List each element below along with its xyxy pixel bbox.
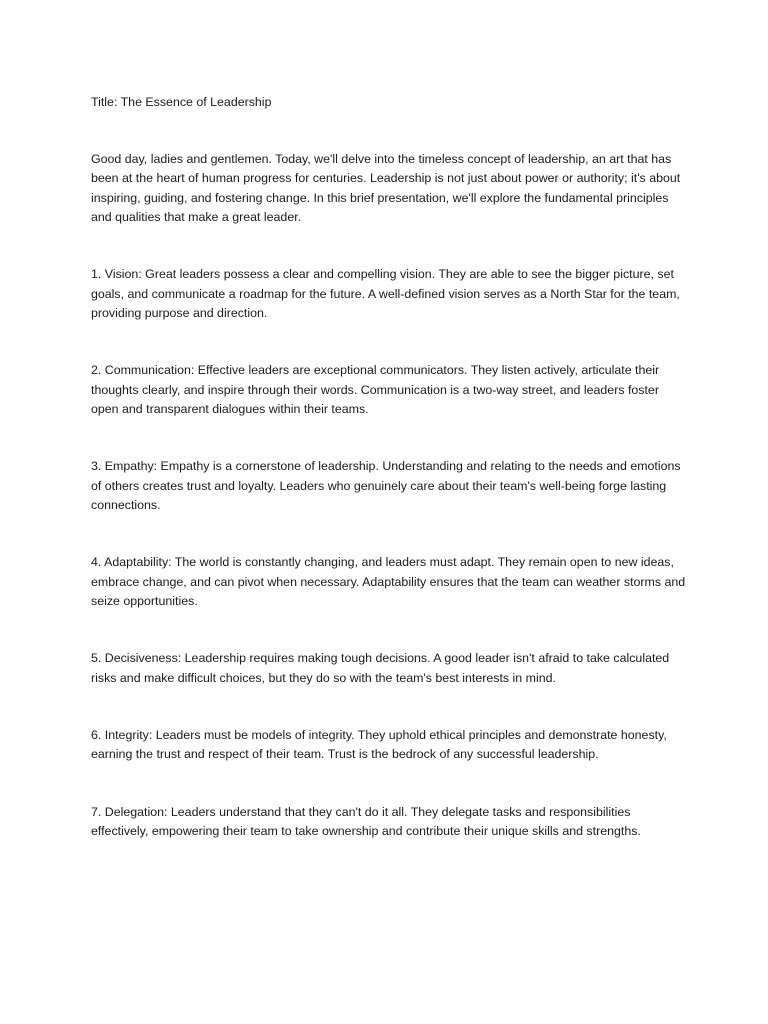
paragraph-empathy: 3. Empathy: Empathy is a cornerstone of leadership. Understanding and relating to the needs and emotions of others creates trust and loyalty. Leaders who genuinely care about their team's well-being forge lasting connections. [91,459,681,512]
paragraph-vision: 1. Vision: Great leaders possess a clear and compelling vision. They are able to see the bigger picture, set goals, and communicate a roadmap for the future. A well-defined vision serves as a North Star for the team, providing purpose and direction. [91,267,680,320]
document-title: Title: The Essence of Leadership [91,95,272,109]
paragraph-delegation: 7. Delegation: Leaders understand that they can't do it all. They delegate tasks and responsibilities effectively, empowering their team to take ownership and contribute their unique skills and strengths. [91,805,641,839]
paragraph-decisiveness: 5. Decisiveness: Leadership requires making tough decisions. A good leader isn't afraid to take calculated risks and make difficult choices, but they do so with the team's best interests in mind. [91,651,670,685]
paragraph-adaptability: 4. Adaptability: The world is constantly changing, and leaders must adapt. They remain open to new ideas, embrace change, and can pivot when necessary. Adaptability ensures that the team can weather storms and seize opportunities. [91,555,686,608]
intro-paragraph: Good day, ladies and gentlemen. Today, we'll delve into the timeless concept of leadership, an art that has been at the heart of human progress for centuries. Leadership is not just about power or authority; it's about inspiring, guiding, and fostering change. In this brief presentation, we'll explore the fundamental principles and qualities that make a great leader. [91,152,681,224]
paragraph-integrity: 6. Integrity: Leaders must be models of integrity. They uphold ethical principles and demonstrate honesty, earning the trust and respect of their team. Trust is the bedrock of any successful leadership. [91,728,667,762]
paragraph-communication: 2. Communication: Effective leaders are exceptional communicators. They listen actively, articulate their thoughts clearly, and inspire through their words. Communication is a two-way street, and leaders foster open and transparent dialogues within their teams. [91,363,660,416]
